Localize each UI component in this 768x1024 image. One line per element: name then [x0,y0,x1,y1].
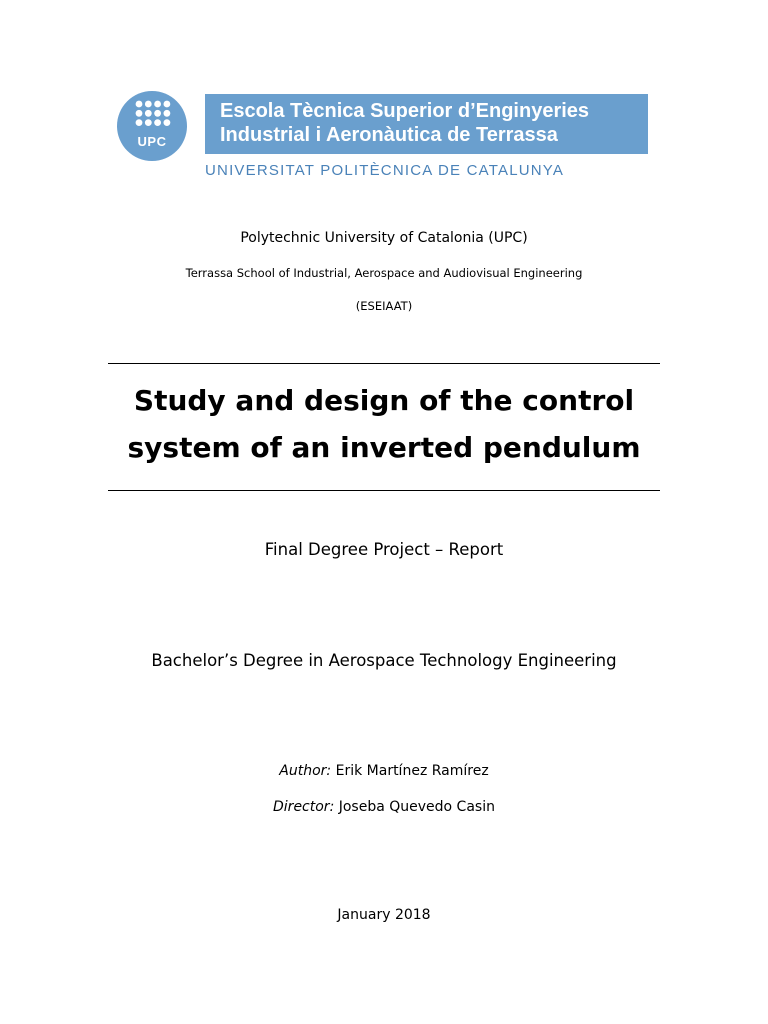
school-name-line-1: Escola Tècnica Superior d’Enginyeries [220,100,590,122]
school-name: Terrassa School of Industrial, Aerospace and Audiovisual Engineering [185,266,583,280]
director-line [0,799,768,815]
upc-logo [117,91,187,161]
degree-name: Bachelor’s Degree in Aerospace Technology Engineering [151,651,617,670]
submission-date: January 2018 [337,907,431,923]
school-abbreviation: (ESEIAAT) [355,299,413,313]
title-line-2: system of an inverted pendulum [127,431,641,464]
school-banner [205,94,648,154]
author-line [0,763,768,779]
director-name: Joseba Quevedo Casin [338,799,495,815]
upc-dots-icon [135,100,171,136]
title-line-1: Study and design of the control [133,384,635,417]
university-name-banner: UNIVERSITAT POLITÈCNICA DE CATALUNYA [205,162,565,179]
upc-logo-abbr: UPC [137,134,167,149]
document-type: Final Degree Project – Report [264,540,504,559]
author-name: Erik Martínez Ramírez [335,763,489,779]
title-top-rule [108,363,660,364]
school-name-line-2: Industrial i Aeronàutica de Terrassa [220,124,558,146]
director-label: Director: [273,799,335,815]
university-name: Polytechnic University of Catalonia (UPC) [240,230,528,246]
author-label: Author: [279,763,332,779]
document-title [0,377,768,471]
title-bottom-rule [108,490,660,491]
